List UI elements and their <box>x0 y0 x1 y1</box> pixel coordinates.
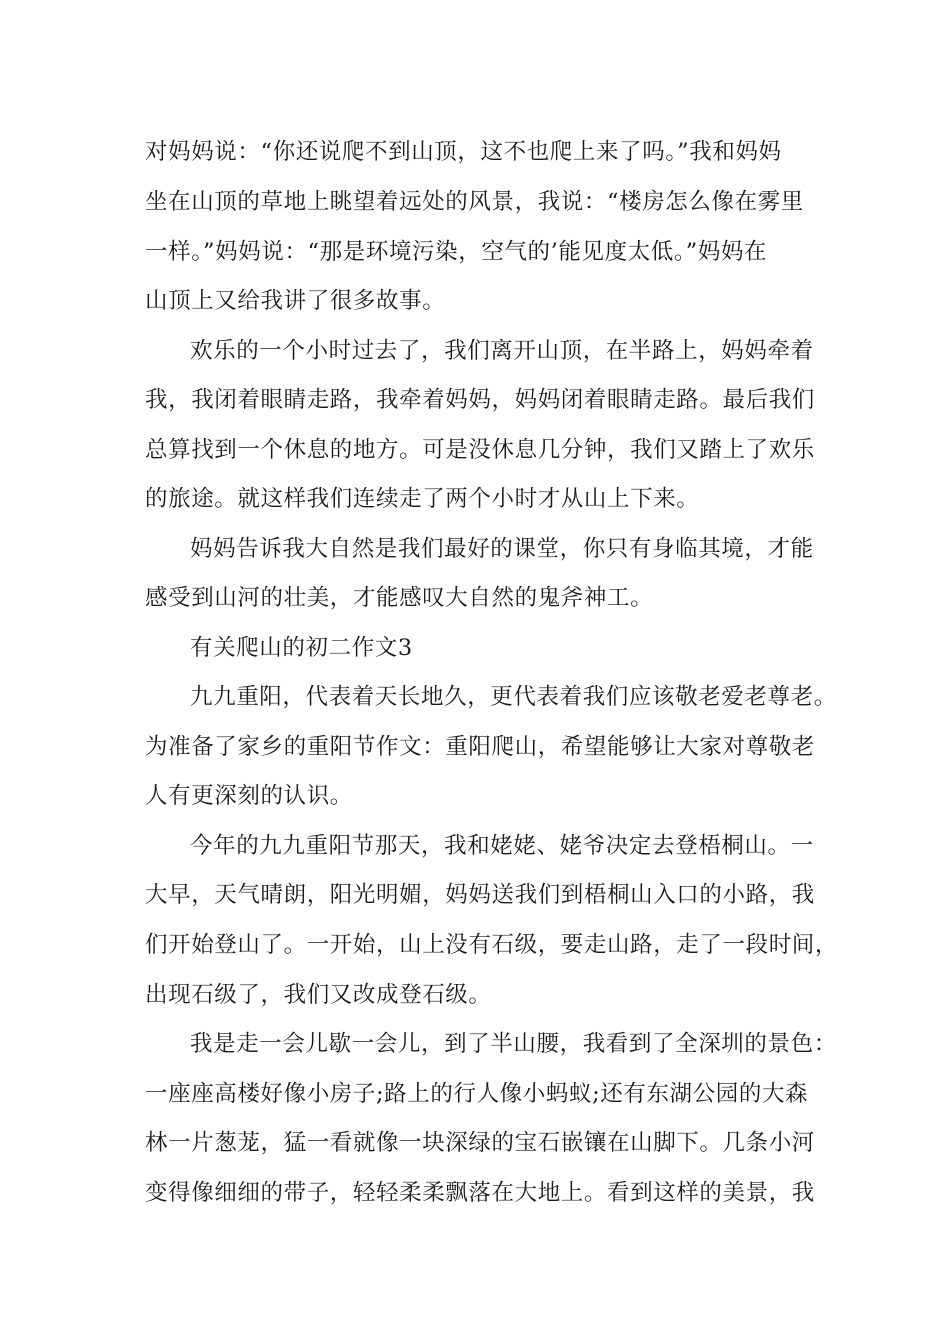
text-line: 的旅途。就这样我们连续走了两个小时才从山上下来。 <box>145 486 700 512</box>
text-line: 山顶上又给我讲了很多故事。 <box>145 288 446 314</box>
paragraph-first-line: 我是走一会儿歇一会儿，到了半山腰，我看到了全深圳的景色： <box>190 1031 837 1057</box>
paragraph-first-line: 妈妈告诉我大自然是我们最好的课堂，你只有身临其境，才能 <box>190 536 814 562</box>
text-line: 为准备了家乡的重阳节作文：重阳爬山，希望能够让大家对尊敬老 <box>145 734 815 760</box>
section-heading: 有关爬山的初二作文3 <box>190 635 413 661</box>
text-line: 林一片葱茏，猛一看就像一块深绿的宝石嵌镶在山脚下。几条小河 <box>145 1130 815 1156</box>
text-line: 坐在山顶的草地上眺望着远处的风景，我说：“楼房怎么像在雾里 <box>145 189 804 215</box>
text-line: 大早，天气晴朗，阳光明媚，妈妈送我们到梧桐山入口的小路，我 <box>145 882 815 908</box>
text-line: 总算找到一个休息的地方。可是没休息几分钟，我们又踏上了欢乐 <box>145 437 815 463</box>
text-line: 出现石级了，我们又改成登石级。 <box>145 982 492 1008</box>
paragraph-first-line: 今年的九九重阳节那天，我和姥姥、姥爷决定去登梧桐山。一 <box>190 833 814 859</box>
text-line: 人有更深刻的认识。 <box>145 783 353 809</box>
text-line: 我，我闭着眼睛走路，我牵着妈妈，妈妈闭着眼睛走路。最后我们 <box>145 387 815 413</box>
text-line: 一样。”妈妈说：“那是环境污染，空气的’能见度太低。”妈妈在 <box>145 239 768 265</box>
paragraph-first-line: 欢乐的一个小时过去了，我们离开山顶，在半路上，妈妈牵着 <box>190 338 814 364</box>
paragraph-first-line: 九九重阳，代表着天长地久，更代表着我们应该敬老爱老尊老。 <box>190 684 837 710</box>
text-line: 对妈妈说：“你还说爬不到山顶，这不也爬上来了吗。”我和妈妈 <box>145 139 782 165</box>
text-line: 变得像细细的带子，轻轻柔柔飘落在大地上。看到这样的美景，我 <box>145 1180 815 1206</box>
text-line: 一座座高楼好像小房子;路上的行人像小蚂蚁;还有东湖公园的大森 <box>145 1081 809 1107</box>
text-line: 感受到山河的壮美，才能感叹大自然的鬼斧神工。 <box>145 585 654 611</box>
text-line: 们开始登山了。一开始，山上没有石级，要走山路，走了一段时间， <box>145 932 839 958</box>
